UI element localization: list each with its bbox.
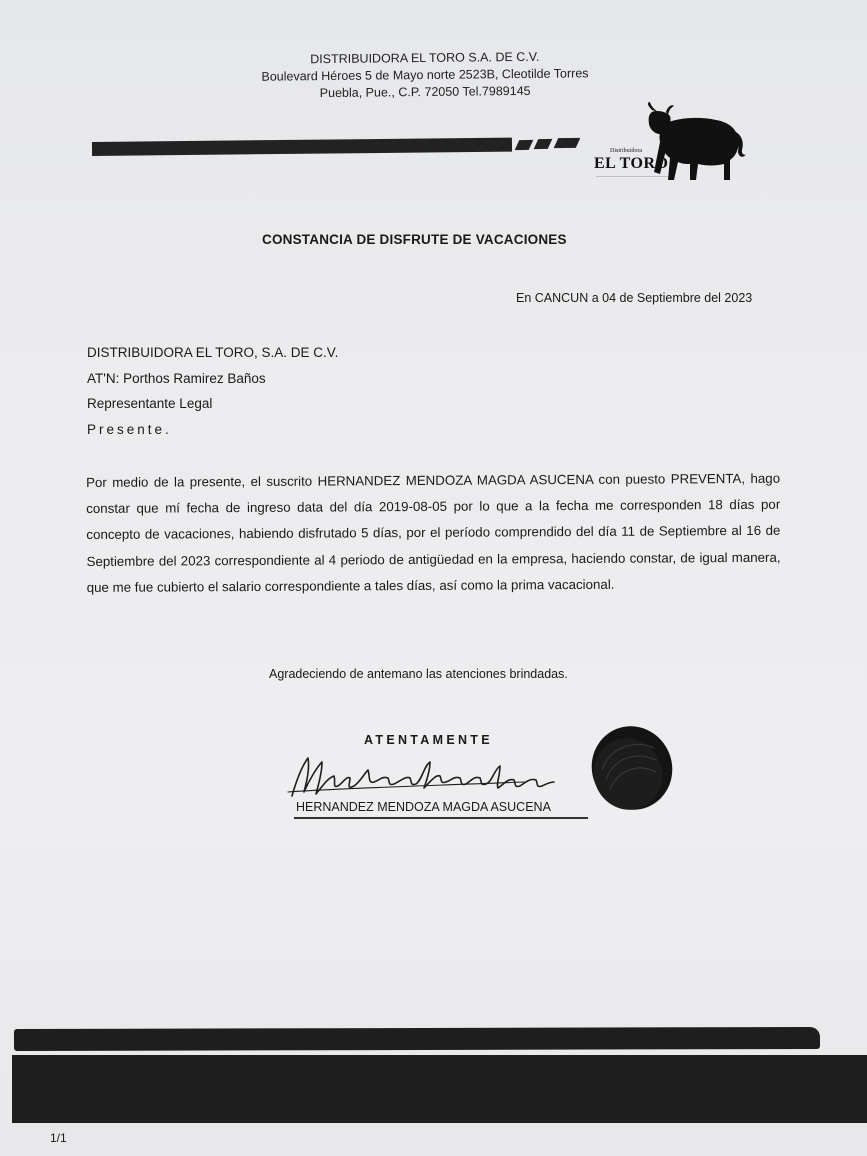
footer-redaction-bar	[14, 1027, 820, 1051]
header-divider-dash	[534, 139, 553, 149]
company-logo	[588, 100, 748, 186]
page-number: 1/1	[50, 1131, 67, 1145]
document-title: CONSTANCIA DE DISFRUTE DE VACACIONES	[262, 232, 567, 247]
header-divider-dash	[554, 138, 581, 148]
fingerprint-mark	[582, 720, 678, 820]
footer-redaction-block	[12, 1055, 867, 1123]
letterhead	[250, 48, 601, 103]
recipient-role: Representante Legal	[87, 396, 213, 411]
header-divider-bar	[92, 138, 512, 156]
handwritten-signature	[284, 752, 564, 804]
recipient-block	[87, 340, 338, 442]
recipient-attention: AT'N: Porthos Ramirez Baños	[87, 370, 266, 386]
recipient-company: DISTRIBUIDORA EL TORO, S.A. DE C.V.	[87, 345, 339, 360]
letterhead-company: DISTRIBUIDORA EL TORO S.A. DE C.V.	[310, 49, 540, 67]
atentamente-label: ATENTAMENTE	[364, 733, 493, 747]
closing-thanks: Agradeciendo de antemano las atenciones brindadas.	[269, 667, 568, 681]
body-paragraph: Por medio de la presente, el suscrito HERNANDEZ MENDOZA MAGDA ASUCENA con puesto PREVENTA, hago constar que mí fecha de ingreso data del día 2019-08-05 por lo que a la fecha me corresponden 18 días por concepto de vacaciones, habiendo disfrutado 5 días, por el período comprendido del día 11 de Septiembre al 16 de Septiembre del 2023 correspondiente al 4 periodo de antigüedad en la empresa, haciendo constar, de igual manera, que me fue cubierto el salario correspondiente a tales días, así como la prima vacacional.	[86, 470, 781, 595]
letterhead-address-line-1: Boulevard Héroes 5 de Mayo norte 2523B, Cleotilde Torres	[261, 66, 589, 84]
logo-subtext: Distribuidora	[610, 148, 642, 154]
logo-wordmark: EL TORO	[594, 155, 669, 172]
signer-name: HERNANDEZ MENDOZA MAGDA ASUCENA	[296, 800, 551, 814]
date-line: En CANCUN a 04 de Septiembre del 2023	[516, 291, 753, 305]
letterhead-address-line-2: Puebla, Pue., C.P. 72050 Tel.7989145	[319, 83, 531, 101]
signature-line	[294, 817, 588, 819]
logo-tagline: —————————————————————	[596, 174, 670, 178]
header-divider-dash	[515, 140, 534, 150]
recipient-presente: Presente.	[87, 421, 172, 437]
